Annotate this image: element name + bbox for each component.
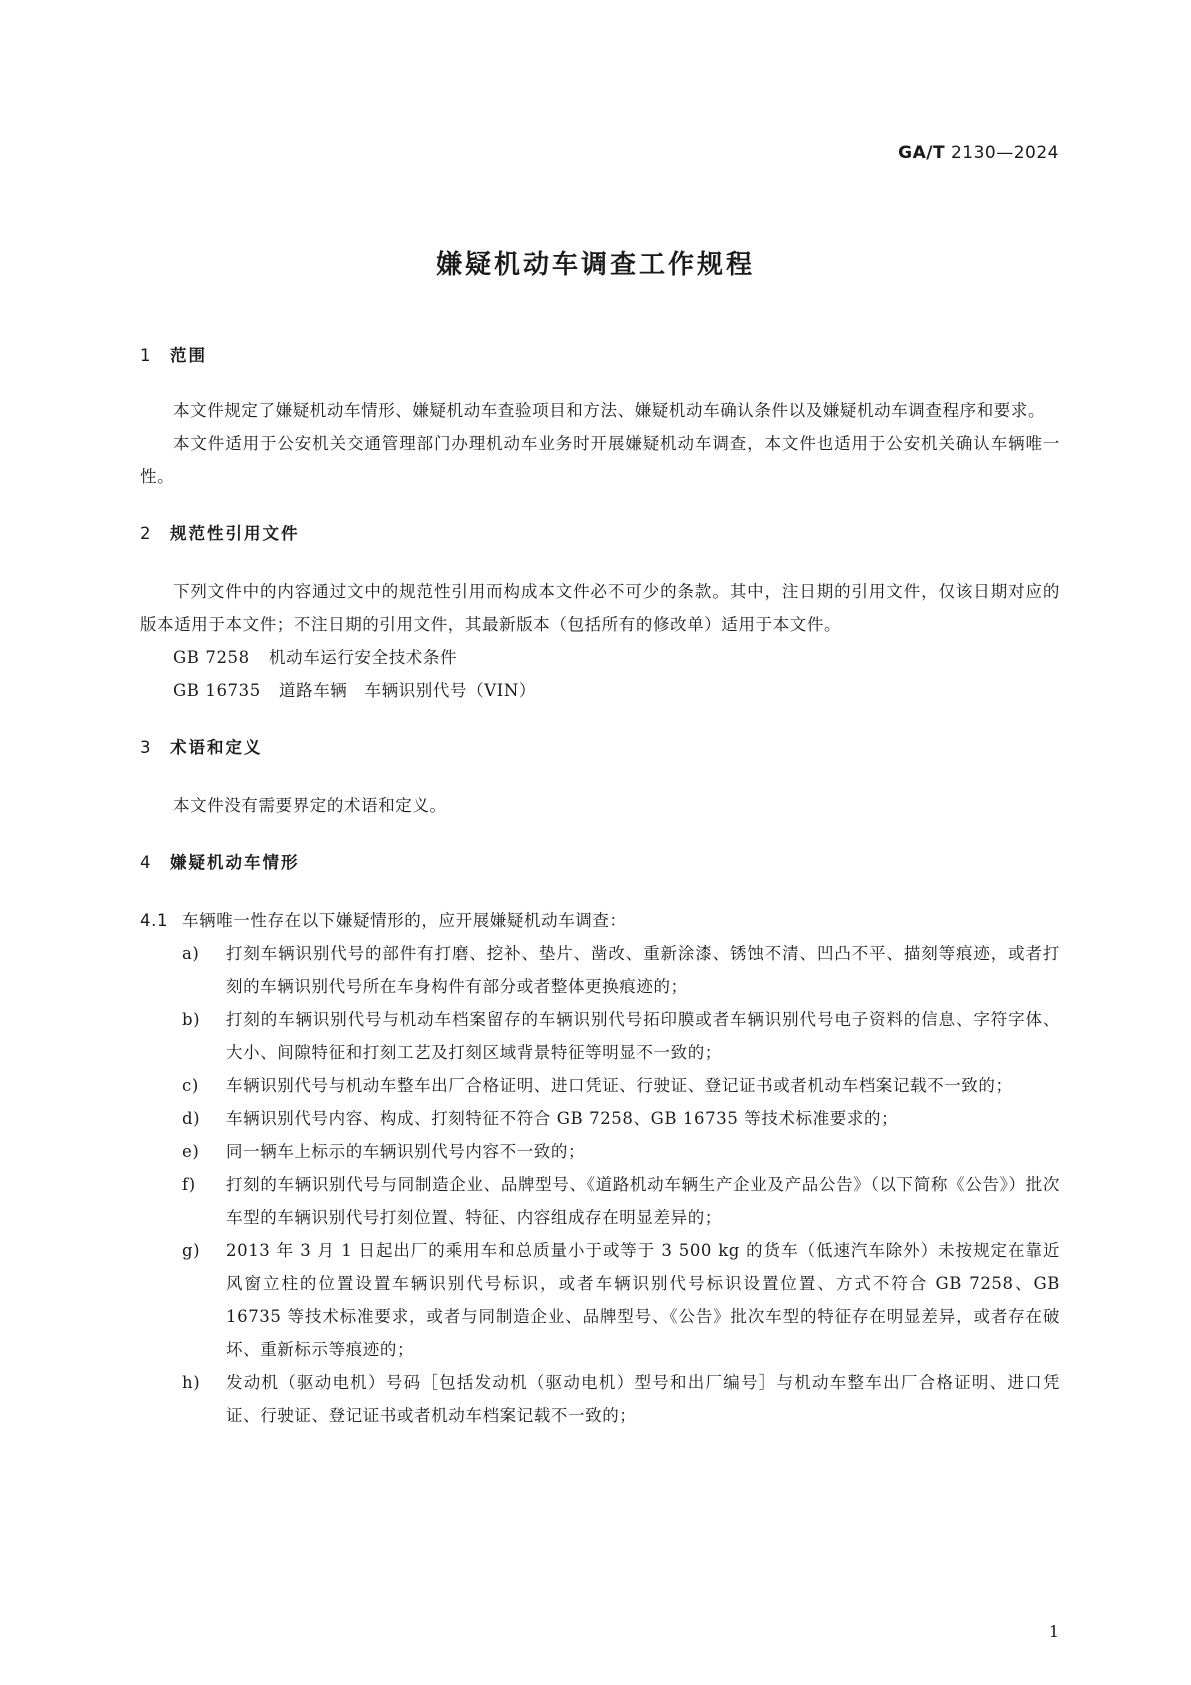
- list-item-label: h): [182, 1373, 201, 1392]
- list-item-text: 打刻的车辆识别代号与同制造企业、品牌型号、《道路机动车辆生产企业及产品公告》（以下简称《公告》）批次车型的车辆识别代号打刻位置、特征、内容组成存在明显差异的；: [226, 1175, 1060, 1227]
- standard-prefix: GA/T: [898, 143, 946, 163]
- section-3-number: 3: [140, 738, 153, 757]
- list-item-label: b): [182, 1010, 201, 1029]
- section-2-heading: [140, 523, 1060, 545]
- list-item-label: a): [182, 944, 200, 963]
- list-item-label: d): [182, 1109, 201, 1128]
- reference-code: GB 16735: [173, 681, 261, 700]
- section-4-heading: [140, 852, 1060, 874]
- list-item-label: e): [182, 1142, 200, 1161]
- section-3-title: 术语和定义: [170, 738, 263, 757]
- document-body: [140, 345, 1060, 1432]
- section-1-title: 范围: [170, 346, 207, 365]
- list-item-a: [140, 937, 1060, 1003]
- list-item-label: c): [182, 1076, 199, 1095]
- section-1-heading: [140, 345, 1060, 367]
- section-3-para: 本文件没有需要界定的术语和定义。: [173, 796, 447, 815]
- section-2-number: 2: [140, 524, 153, 543]
- list-item-text: 发动机（驱动电机）号码［包括发动机（驱动电机）型号和出厂编号］与机动车整车出厂合格证明、进口凭证、行驶证、登记证书或者机动车档案记载不一致的；: [226, 1373, 1060, 1425]
- list-item-text: 打刻车辆识别代号的部件有打磨、挖补、垫片、凿改、重新涂漆、锈蚀不清、凹凸不平、描刻等痕迹，或者打刻的车辆识别代号所在车身构件有部分或者整体更换痕迹的；: [226, 944, 1060, 996]
- section-1-para-1: 本文件规定了嫌疑机动车情形、嫌疑机动车查验项目和方法、嫌疑机动车确认条件以及嫌疑机动车调查程序和要求。: [173, 401, 1046, 420]
- section-1-number: 1: [140, 346, 153, 365]
- list-item-c: [140, 1069, 1060, 1102]
- reference-name: 机动车运行安全技术条件: [269, 648, 458, 667]
- section-4-number: 4: [140, 853, 153, 872]
- standard-number: 2130—2024: [950, 143, 1059, 163]
- list-item-label: g): [182, 1241, 201, 1260]
- list-item-f: [140, 1168, 1060, 1234]
- normative-reference-2: [140, 674, 1060, 707]
- subsection-text: 车辆唯一性存在以下嫌疑情形的，应开展嫌疑机动车调查：: [182, 911, 627, 930]
- normative-reference-1: [140, 641, 1060, 674]
- list-item-label: f): [182, 1175, 196, 1194]
- list-item-text: 同一辆车上标示的车辆识别代号内容不一致的；: [226, 1142, 586, 1161]
- section-2-para: 下列文件中的内容通过文中的规范性引用而构成本文件必不可少的条款。其中，注日期的引用文件，仅该日期对应的版本适用于本文件；不注日期的引用文件，其最新版本（包括所有的修改单）适用于本文件。: [140, 582, 1060, 634]
- subsection-4-1: [140, 904, 1060, 937]
- list-item-h: [140, 1366, 1060, 1432]
- list-item-text: 2013 年 3 月 1 日起出厂的乘用车和总质量小于或等于 3 500 kg 的货车（低速汽车除外）未按规定在靠近风窗立柱的位置设置车辆识别代号标识，或者车辆识别代号标识设置位置、方式不符合 GB 7258、GB 16735 等技术标准要求，或者与同制造企业、品牌型号、《公告》批次车型的特征存在明显差异，或者存在破坏、重新标示等痕迹的；: [226, 1241, 1060, 1359]
- list-item-text: 车辆识别代号内容、构成、打刻特征不符合 GB 7258、GB 16735 等技术标准要求的；: [226, 1109, 899, 1128]
- section-3-heading: [140, 737, 1060, 759]
- page-number: 1: [1048, 1622, 1059, 1641]
- section-2-title: 规范性引用文件: [170, 524, 300, 543]
- list-item-g: [140, 1234, 1060, 1366]
- list-item-text: 打刻的车辆识别代号与机动车档案留存的车辆识别代号拓印膜或者车辆识别代号电子资料的信息、字符字体、大小、间隙特征和打刻工艺及打刻区域背景特征等明显不一致的；: [226, 1010, 1060, 1062]
- section-4-title: 嫌疑机动车情形: [170, 853, 300, 872]
- reference-name: 道路车辆 车辆识别代号（VIN）: [279, 681, 536, 700]
- list-item-text: 车辆识别代号与机动车整车出厂合格证明、进口凭证、行驶证、登记证书或者机动车档案记载不一致的；: [226, 1076, 1013, 1095]
- list-item-e: [140, 1135, 1060, 1168]
- section-1-para-2: 本文件适用于公安机关交通管理部门办理机动车业务时开展嫌疑机动车调查，本文件也适用于公安机关确认车辆唯一性。: [140, 434, 1060, 486]
- list-item-d: [140, 1102, 1060, 1135]
- standard-code: [898, 143, 1059, 163]
- reference-code: GB 7258: [173, 648, 250, 667]
- list-item-b: [140, 1003, 1060, 1069]
- document-title: 嫌疑机动车调查工作规程: [435, 250, 755, 280]
- subsection-number: 4.1: [140, 911, 169, 930]
